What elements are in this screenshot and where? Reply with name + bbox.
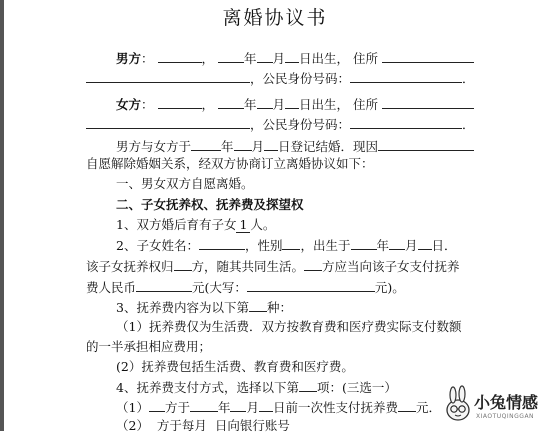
marriage-registration-line: 男方与女方于 年 月 日登记结婚．现因 xyxy=(116,138,474,155)
watermark-subtext: XIAOTUQINGGAN xyxy=(476,413,535,420)
female-residence-label: 住所 xyxy=(353,97,379,112)
payment-option-1: （1） 方于 年 月 日前一次性支付抚养费 元． xyxy=(116,400,442,415)
clause-2-heading: 二、子女抚养权、抚养费及探望权 xyxy=(116,197,304,212)
support-option-2: (2）抚养费包括生活费、教育费和医疗费。 xyxy=(116,359,354,374)
document-title: 离婚协议书 xyxy=(222,7,328,29)
female-id-blank xyxy=(350,116,462,129)
support-amount-line: 费人民币 元(大写： 元)。 xyxy=(86,280,405,295)
male-party-line: 男方： ， 年 月 日出生， 住所 xyxy=(116,50,474,67)
male-address-cont-blank xyxy=(86,70,250,83)
female-residence-blank xyxy=(382,96,474,109)
children-count: 1 xyxy=(236,217,250,233)
payment-option-2: （2） 方于每月 日向银行账号 xyxy=(116,418,290,433)
male-label: 男方 xyxy=(116,51,142,66)
support-content-line: 3、抚养费内容为以下第 种： xyxy=(116,300,292,315)
male-birth-year-blank xyxy=(218,50,244,63)
female-party-line: 女方： ， 年 月 日出生， 住所 xyxy=(116,96,474,113)
payment-method-line: 4、抚养费支付方式，选择以下第 项：(三选一） xyxy=(116,380,397,395)
page-left-edge xyxy=(0,0,4,431)
male-id-line: ，公民身份号码： ． xyxy=(86,70,475,87)
female-id-label: ，公民身份号码： xyxy=(250,117,351,132)
male-name-blank xyxy=(158,50,202,63)
clause-1: 一、男女双方自愿离婚。 xyxy=(116,176,254,191)
female-id-line: ，公民身份号码： ． xyxy=(86,116,475,133)
divorce-reason-blank xyxy=(378,138,474,151)
male-id-blank xyxy=(350,70,462,83)
female-label: 女方 xyxy=(116,97,142,112)
watermark-text: 小兔情感 xyxy=(474,393,539,412)
male-residence-label: 住所 xyxy=(353,51,379,66)
male-residence-blank xyxy=(382,50,474,63)
female-address-cont-blank xyxy=(86,116,250,129)
child-info-line: 2、子女姓名： ，性别 ，出生于 年 月 日． xyxy=(116,238,457,253)
female-name-blank xyxy=(158,96,202,109)
support-amount-blank xyxy=(136,279,192,292)
female-birth-year-blank xyxy=(218,96,244,109)
children-count-line: 1、双方婚后育有子女 1 人。 xyxy=(116,217,276,232)
male-id-label: ，公民身份号码： xyxy=(250,71,351,86)
support-option-1: （1）抚养费仅为生活费．双方按教育费和医疗费实际支付数额 xyxy=(116,319,462,334)
support-amount-words-blank xyxy=(247,279,375,292)
child-name-blank xyxy=(199,237,245,250)
intro-line-2: 自愿解除婚姻关系，经双方协商订立离婚协议如下： xyxy=(86,156,374,171)
custody-line: 该子女抚养权归 方，随其共同生活。 方应当向该子女支付抚养 xyxy=(86,259,460,274)
support-option-1-cont: 的一半承担相应费用； xyxy=(86,339,212,354)
